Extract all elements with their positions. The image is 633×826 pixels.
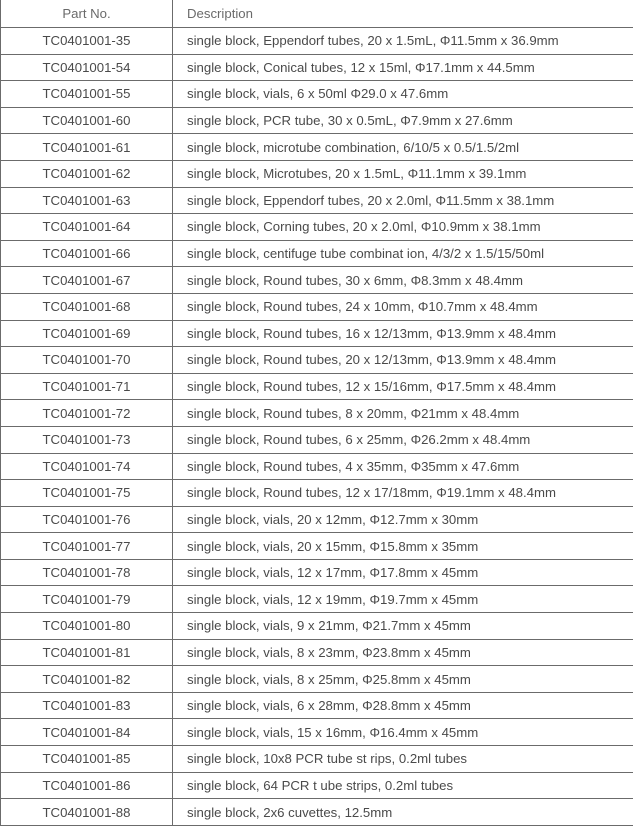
table-row <box>1 293 633 320</box>
part-number-cell: TC0401001-83 <box>1 692 173 719</box>
table-row <box>1 666 633 693</box>
part-number-cell: TC0401001-86 <box>1 772 173 799</box>
part-number-cell: TC0401001-82 <box>1 666 173 693</box>
description-cell: single block, vials, 6 x 50ml Φ29.0 x 47.6mm <box>173 81 633 108</box>
part-number-cell: TC0401001-84 <box>1 719 173 746</box>
part-number-cell: TC0401001-64 <box>1 214 173 241</box>
table-row <box>1 453 633 480</box>
description-cell: single block, Microtubes, 20 x 1.5mL, Φ11.1mm x 39.1mm <box>173 160 633 187</box>
description-cell: single block, vials, 20 x 15mm, Φ15.8mm x 35mm <box>173 533 633 560</box>
part-number-cell: TC0401001-70 <box>1 347 173 374</box>
description-cell: single block, vials, 8 x 23mm, Φ23.8mm x 45mm <box>173 639 633 666</box>
part-number-cell: TC0401001-88 <box>1 799 173 826</box>
description-cell: single block, Round tubes, 12 x 15/16mm, Φ17.5mm x 48.4mm <box>173 373 633 400</box>
part-number-cell: TC0401001-69 <box>1 320 173 347</box>
part-number-cell: TC0401001-79 <box>1 586 173 613</box>
part-number-cell: TC0401001-80 <box>1 613 173 640</box>
part-number-cell: TC0401001-71 <box>1 373 173 400</box>
part-number-cell: TC0401001-72 <box>1 400 173 427</box>
part-number-cell: TC0401001-73 <box>1 426 173 453</box>
part-number-cell: TC0401001-81 <box>1 639 173 666</box>
table-row <box>1 81 633 108</box>
description-cell: single block, 10x8 PCR tube st rips, 0.2ml tubes <box>173 746 633 773</box>
column-header-part-no: Part No. <box>1 0 173 28</box>
description-cell: single block, centifuge tube combinat ion, 4/3/2 x 1.5/15/50ml <box>173 240 633 267</box>
part-number-cell: TC0401001-76 <box>1 506 173 533</box>
description-cell: single block, Corning tubes, 20 x 2.0ml, Φ10.9mm x 38.1mm <box>173 214 633 241</box>
description-cell: single block, 64 PCR t ube strips, 0.2ml tubes <box>173 772 633 799</box>
part-number-cell: TC0401001-67 <box>1 267 173 294</box>
table-row <box>1 692 633 719</box>
part-number-cell: TC0401001-62 <box>1 160 173 187</box>
description-cell: single block, Eppendorf tubes, 20 x 2.0ml, Φ11.5mm x 38.1mm <box>173 187 633 214</box>
description-cell: single block, vials, 8 x 25mm, Φ25.8mm x 45mm <box>173 666 633 693</box>
part-number-cell: TC0401001-77 <box>1 533 173 560</box>
table-header <box>1 0 633 28</box>
table-row <box>1 533 633 560</box>
table-row <box>1 214 633 241</box>
description-cell: single block, Round tubes, 24 x 10mm, Φ10.7mm x 48.4mm <box>173 293 633 320</box>
table-body <box>1 28 633 826</box>
description-cell: single block, vials, 15 x 16mm, Φ16.4mm x 45mm <box>173 719 633 746</box>
table-row <box>1 613 633 640</box>
part-number-cell: TC0401001-35 <box>1 28 173 55</box>
table-row <box>1 426 633 453</box>
description-cell: single block, vials, 12 x 17mm, Φ17.8mm x 45mm <box>173 559 633 586</box>
table-row <box>1 240 633 267</box>
table-row <box>1 134 633 161</box>
description-cell: single block, Round tubes, 4 x 35mm, Φ35mm x 47.6mm <box>173 453 633 480</box>
description-cell: single block, Eppendorf tubes, 20 x 1.5mL, Φ11.5mm x 36.9mm <box>173 28 633 55</box>
description-cell: single block, Round tubes, 8 x 20mm, Φ21mm x 48.4mm <box>173 400 633 427</box>
table-row <box>1 746 633 773</box>
description-cell: single block, Round tubes, 20 x 12/13mm, Φ13.9mm x 48.4mm <box>173 347 633 374</box>
table-row <box>1 373 633 400</box>
part-number-cell: TC0401001-61 <box>1 134 173 161</box>
description-cell: single block, Round tubes, 30 x 6mm, Φ8.3mm x 48.4mm <box>173 267 633 294</box>
description-cell: single block, Conical tubes, 12 x 15ml, Φ17.1mm x 44.5mm <box>173 54 633 81</box>
table-row <box>1 54 633 81</box>
description-cell: single block, vials, 6 x 28mm, Φ28.8mm x 45mm <box>173 692 633 719</box>
table-row <box>1 480 633 507</box>
part-number-cell: TC0401001-55 <box>1 81 173 108</box>
part-number-cell: TC0401001-85 <box>1 746 173 773</box>
description-cell: single block, Round tubes, 16 x 12/13mm, Φ13.9mm x 48.4mm <box>173 320 633 347</box>
table-row <box>1 160 633 187</box>
part-number-cell: TC0401001-66 <box>1 240 173 267</box>
column-header-description: Description <box>173 0 633 28</box>
part-number-cell: TC0401001-74 <box>1 453 173 480</box>
part-number-cell: TC0401001-63 <box>1 187 173 214</box>
part-number-cell: TC0401001-78 <box>1 559 173 586</box>
description-cell: single block, 2x6 cuvettes, 12.5mm <box>173 799 633 826</box>
table-row <box>1 639 633 666</box>
table-row <box>1 347 633 374</box>
table-row <box>1 586 633 613</box>
description-cell: single block, PCR tube, 30 x 0.5mL, Φ7.9mm x 27.6mm <box>173 107 633 134</box>
description-cell: single block, vials, 12 x 19mm, Φ19.7mm x 45mm <box>173 586 633 613</box>
table-row <box>1 267 633 294</box>
description-cell: single block, Round tubes, 12 x 17/18mm, Φ19.1mm x 48.4mm <box>173 480 633 507</box>
part-number-cell: TC0401001-68 <box>1 293 173 320</box>
table-row <box>1 559 633 586</box>
table-row <box>1 320 633 347</box>
table-row <box>1 719 633 746</box>
table-row <box>1 772 633 799</box>
description-cell: single block, Round tubes, 6 x 25mm, Φ26.2mm x 48.4mm <box>173 426 633 453</box>
header-row <box>1 0 633 28</box>
part-number-cell: TC0401001-54 <box>1 54 173 81</box>
table-row <box>1 28 633 55</box>
part-number-cell: TC0401001-60 <box>1 107 173 134</box>
description-cell: single block, vials, 9 x 21mm, Φ21.7mm x 45mm <box>173 613 633 640</box>
table-row <box>1 400 633 427</box>
description-cell: single block, microtube combination, 6/10/5 x 0.5/1.5/2ml <box>173 134 633 161</box>
part-number-cell: TC0401001-75 <box>1 480 173 507</box>
table-row <box>1 506 633 533</box>
table-row <box>1 107 633 134</box>
description-cell: single block, vials, 20 x 12mm, Φ12.7mm x 30mm <box>173 506 633 533</box>
table-row <box>1 799 633 826</box>
table-row <box>1 187 633 214</box>
